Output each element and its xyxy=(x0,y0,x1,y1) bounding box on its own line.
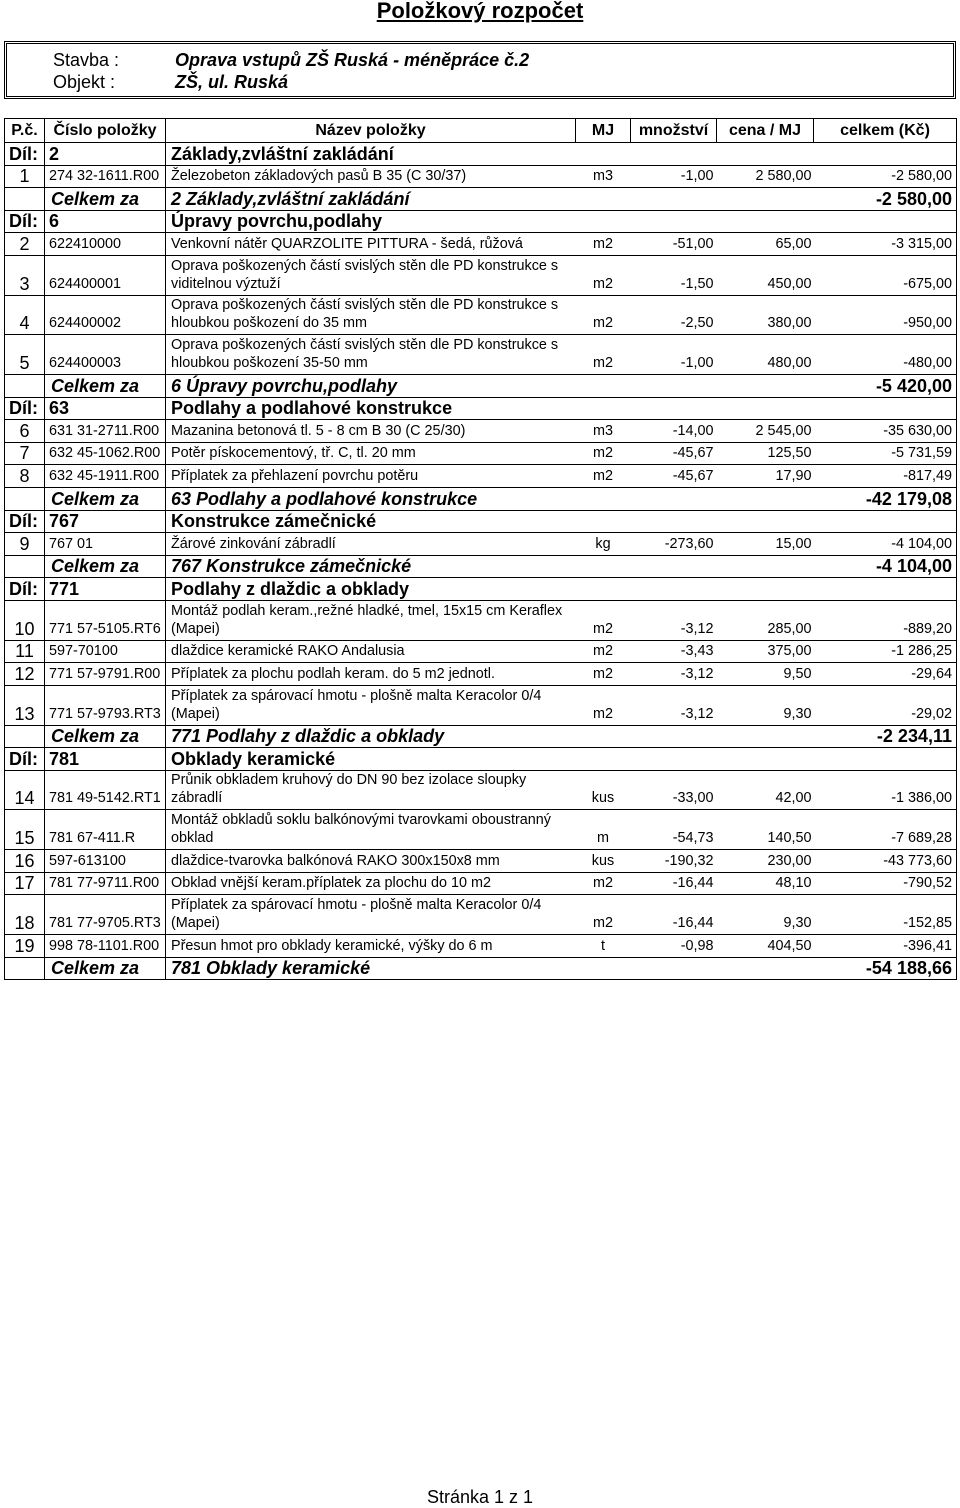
item-quantity: -45,67 xyxy=(631,442,717,465)
item-unit: m2 xyxy=(576,600,631,640)
item-name-line: Příplatek za přehlazení povrchu potěru xyxy=(171,468,419,484)
item-unit-price: 17,90 xyxy=(717,465,814,488)
stavba-row xyxy=(53,49,529,71)
item-name-line: (Mapei) xyxy=(171,620,220,637)
item-total: -1 386,00 xyxy=(814,770,957,810)
item-name xyxy=(166,533,576,556)
item-quantity: -3,12 xyxy=(631,663,717,686)
item-name-line: Potěr pískocementový, tř. C, tl. 20 mm xyxy=(171,445,416,462)
item-name xyxy=(166,663,576,686)
item-number: 11 xyxy=(5,640,45,663)
section-label: Díl: xyxy=(5,748,45,771)
item-code: 597-70100 xyxy=(45,640,166,663)
item-number: 1 xyxy=(5,165,45,188)
section-total-label: Celkem za xyxy=(45,488,166,511)
section-code: 6 xyxy=(45,210,166,233)
item-number: 17 xyxy=(5,872,45,895)
item-name xyxy=(166,850,576,873)
item-name-line: Mazanina betonová tl. 5 - 8 cm B 30 (C 25/30) xyxy=(171,422,466,439)
item-quantity: -190,32 xyxy=(631,850,717,873)
item-name-line: Příplatek za spárovací hmotu - plošně malta Keracolor 0/4 xyxy=(171,687,542,704)
section-total-row xyxy=(5,188,957,211)
item-total: -480,00 xyxy=(814,335,957,375)
item-unit: m2 xyxy=(576,295,631,335)
item-unit-price: 404,50 xyxy=(717,934,814,957)
column-header-pc: P.č. xyxy=(5,119,45,143)
item-number: 3 xyxy=(5,255,45,295)
item-total: -3 315,00 xyxy=(814,233,957,256)
section-total-label: Celkem za xyxy=(45,188,166,211)
item-unit: m3 xyxy=(576,420,631,443)
item-total: -790,52 xyxy=(814,872,957,895)
item-number: 4 xyxy=(5,295,45,335)
section-total-name: 6 Úpravy povrchu,podlahy xyxy=(166,375,814,398)
item-row xyxy=(5,442,957,465)
item-total: -950,00 xyxy=(814,295,957,335)
item-row xyxy=(5,850,957,873)
item-row xyxy=(5,640,957,663)
item-name-line: Žárové zinkování zábradlí xyxy=(171,535,336,552)
section-label: Díl: xyxy=(5,143,45,166)
item-code: 624400001 xyxy=(45,255,166,295)
section-code: 767 xyxy=(45,510,166,533)
item-name xyxy=(166,810,576,850)
column-header-total: celkem (Kč) xyxy=(814,119,957,143)
item-name-line: Obklad vnější keram.příplatek za plochu do 10 m2 xyxy=(171,875,491,892)
item-number: 6 xyxy=(5,420,45,443)
item-unit-price: 375,00 xyxy=(717,640,814,663)
item-unit-price: 15,00 xyxy=(717,533,814,556)
item-code: 597-613100 xyxy=(45,850,166,873)
item-unit-price: 9,30 xyxy=(717,895,814,935)
item-name-line: Oprava poškozených částí svislých stěn dle PD konstrukce s xyxy=(171,297,559,314)
item-quantity: -273,60 xyxy=(631,533,717,556)
item-name xyxy=(166,600,576,640)
item-total: -675,00 xyxy=(814,255,957,295)
item-name xyxy=(166,640,576,663)
item-name xyxy=(166,465,576,488)
section-total-label: Celkem za xyxy=(45,375,166,398)
item-number: 10 xyxy=(5,600,45,640)
item-code: 767 01 xyxy=(45,533,166,556)
item-unit: m2 xyxy=(576,685,631,725)
section-name: Konstrukce zámečnické xyxy=(166,510,957,533)
item-name-line: Příplatek za plochu podlah keram. do 5 m2 jednotl. xyxy=(171,665,495,682)
item-quantity: -2,50 xyxy=(631,295,717,335)
item-unit: m2 xyxy=(576,233,631,256)
item-code: 781 67-411.R xyxy=(45,810,166,850)
item-unit-price: 2 545,00 xyxy=(717,420,814,443)
item-unit: t xyxy=(576,934,631,957)
item-quantity: -45,67 xyxy=(631,465,717,488)
column-header-unit-price: cena / MJ xyxy=(717,119,814,143)
item-unit-price: 125,50 xyxy=(717,442,814,465)
item-name xyxy=(166,335,576,375)
item-row xyxy=(5,255,957,295)
section-total-value: -5 420,00 xyxy=(814,375,957,398)
item-name-line: hloubkou poškození 35-50 mm xyxy=(171,355,368,372)
item-unit-price: 480,00 xyxy=(717,335,814,375)
item-number: 7 xyxy=(5,442,45,465)
item-name-line: Oprava poškozených částí svislých stěn dle PD konstrukce s xyxy=(171,337,559,354)
section-total-value: -2 234,11 xyxy=(814,725,957,748)
item-code: 632 45-1062.R00 xyxy=(45,442,166,465)
item-total: -5 731,59 xyxy=(814,442,957,465)
item-name-line: Oprava poškozených částí svislých stěn dle PD konstrukce s xyxy=(171,257,559,274)
item-name-line: (Mapei) xyxy=(171,914,220,931)
item-number: 15 xyxy=(5,810,45,850)
item-row xyxy=(5,420,957,443)
item-code: 622410000 xyxy=(45,233,166,256)
section-header-row xyxy=(5,578,957,601)
item-unit-price: 48,10 xyxy=(717,872,814,895)
item-total: -396,41 xyxy=(814,934,957,957)
item-name xyxy=(166,420,576,443)
stavba-label: Stavba : xyxy=(53,50,120,70)
item-unit: m2 xyxy=(576,335,631,375)
section-total-spacer xyxy=(5,488,45,511)
item-unit: kus xyxy=(576,770,631,810)
item-unit: m2 xyxy=(576,663,631,686)
item-name xyxy=(166,233,576,256)
section-name: Podlahy z dlaždic a obklady xyxy=(166,578,957,601)
item-name xyxy=(166,872,576,895)
section-total-value: -54 188,66 xyxy=(814,957,957,980)
section-total-label: Celkem za xyxy=(45,555,166,578)
section-total-row xyxy=(5,957,957,980)
section-total-row xyxy=(5,375,957,398)
header-row xyxy=(5,119,957,143)
item-total: -29,02 xyxy=(814,685,957,725)
item-name xyxy=(166,442,576,465)
item-unit-price: 9,50 xyxy=(717,663,814,686)
item-name-line: dlaždice keramické RAKO Andalusia xyxy=(171,643,405,660)
section-name: Základy,zvláštní zakládání xyxy=(166,143,957,166)
section-total-row xyxy=(5,725,957,748)
item-unit: m xyxy=(576,810,631,850)
item-name xyxy=(166,255,576,295)
section-total-spacer xyxy=(5,188,45,211)
item-name-line: Venkovní nátěr QUARZOLITE PITTURA - šedá, růžová xyxy=(171,235,523,252)
objekt-value: ZŠ, ul. Ruská xyxy=(175,72,289,92)
budget-table-body xyxy=(5,143,957,980)
item-row xyxy=(5,810,957,850)
item-name-line: Železobeton základových pasů B 35 (C 30/37) xyxy=(171,168,467,185)
item-unit: m2 xyxy=(576,895,631,935)
section-name: Úpravy povrchu,podlahy xyxy=(166,210,957,233)
item-total: -29,64 xyxy=(814,663,957,686)
section-total-name: 781 Obklady keramické xyxy=(166,957,814,980)
section-label: Díl: xyxy=(5,578,45,601)
item-unit: kus xyxy=(576,850,631,873)
item-number: 5 xyxy=(5,335,45,375)
item-unit-price: 380,00 xyxy=(717,295,814,335)
item-unit: m2 xyxy=(576,640,631,663)
section-label: Díl: xyxy=(5,210,45,233)
section-label: Díl: xyxy=(5,510,45,533)
section-total-label: Celkem za xyxy=(45,957,166,980)
column-header-quantity: množství xyxy=(631,119,717,143)
item-name xyxy=(166,770,576,810)
section-total-name: 2 Základy,zvláštní zakládání xyxy=(166,188,814,211)
item-row xyxy=(5,872,957,895)
section-total-name: 63 Podlahy a podlahové konstrukce xyxy=(166,488,814,511)
section-code: 2 xyxy=(45,143,166,166)
item-quantity: -1,00 xyxy=(631,165,717,188)
item-unit-price: 140,50 xyxy=(717,810,814,850)
budget-table-header xyxy=(5,119,957,143)
item-name-line: dlaždice-tvarovka balkónová RAKO 300x150x8 mm xyxy=(171,852,500,869)
item-name-line: zábradlí xyxy=(171,790,223,807)
item-number: 13 xyxy=(5,685,45,725)
item-code: 274 32-1611.R00 xyxy=(45,165,166,188)
section-total-row xyxy=(5,555,957,578)
item-number: 9 xyxy=(5,533,45,556)
item-unit-price: 230,00 xyxy=(717,850,814,873)
section-label: Díl: xyxy=(5,397,45,420)
item-quantity: -3,12 xyxy=(631,600,717,640)
item-row xyxy=(5,465,957,488)
item-row xyxy=(5,233,957,256)
item-unit: m2 xyxy=(576,872,631,895)
item-name-line: (Mapei) xyxy=(171,705,220,722)
item-quantity: -3,12 xyxy=(631,685,717,725)
item-name-line: hloubkou poškození do 35 mm xyxy=(171,315,367,332)
section-name: Obklady keramické xyxy=(166,748,957,771)
item-name xyxy=(166,934,576,957)
section-code: 781 xyxy=(45,748,166,771)
objekt-label: Objekt : xyxy=(53,72,116,92)
item-name xyxy=(166,165,576,188)
item-code: 771 57-9791.R00 xyxy=(45,663,166,686)
item-number: 8 xyxy=(5,465,45,488)
item-total: -2 580,00 xyxy=(814,165,957,188)
section-header-row xyxy=(5,210,957,233)
item-quantity: -16,44 xyxy=(631,872,717,895)
item-unit-price: 450,00 xyxy=(717,255,814,295)
section-header-row xyxy=(5,510,957,533)
item-total: -7 689,28 xyxy=(814,810,957,850)
section-code: 771 xyxy=(45,578,166,601)
item-quantity: -16,44 xyxy=(631,895,717,935)
item-total: -817,49 xyxy=(814,465,957,488)
item-code: 624400002 xyxy=(45,295,166,335)
item-code: 631 31-2711.R00 xyxy=(45,420,166,443)
item-number: 19 xyxy=(5,934,45,957)
item-number: 14 xyxy=(5,770,45,810)
item-quantity: -51,00 xyxy=(631,233,717,256)
section-total-label: Celkem za xyxy=(45,725,166,748)
item-row xyxy=(5,295,957,335)
section-header-row xyxy=(5,143,957,166)
item-quantity: -3,43 xyxy=(631,640,717,663)
item-quantity: -0,98 xyxy=(631,934,717,957)
section-total-value: -2 580,00 xyxy=(814,188,957,211)
item-name-line: Přesun hmot pro obklady keramické, výšky do 6 m xyxy=(171,937,493,954)
budget-table xyxy=(4,118,957,980)
item-code: 624400003 xyxy=(45,335,166,375)
item-number: 2 xyxy=(5,233,45,256)
item-row xyxy=(5,685,957,725)
section-total-value: -4 104,00 xyxy=(814,555,957,578)
section-total-row xyxy=(5,488,957,511)
item-quantity: -54,73 xyxy=(631,810,717,850)
section-total-spacer xyxy=(5,555,45,578)
item-row xyxy=(5,770,957,810)
item-code: 998 78-1101.R00 xyxy=(45,934,166,957)
item-name xyxy=(166,685,576,725)
item-code: 781 77-9705.RT3 xyxy=(45,895,166,935)
item-code: 781 49-5142.RT1 xyxy=(45,770,166,810)
item-quantity: -14,00 xyxy=(631,420,717,443)
item-name-line: Průnik obkladem kruhový do DN 90 bez izolace sloupky xyxy=(171,772,527,789)
item-unit: m2 xyxy=(576,442,631,465)
item-unit: m2 xyxy=(576,465,631,488)
section-total-name: 771 Podlahy z dlaždic a obklady xyxy=(166,725,814,748)
item-code: 781 77-9711.R00 xyxy=(45,872,166,895)
item-name-line: Montáž podlah keram.,režné hladké, tmel, 15x15 cm Keraflex xyxy=(171,602,563,619)
item-unit: m3 xyxy=(576,165,631,188)
column-header-unit: MJ xyxy=(576,119,631,143)
item-total: -152,85 xyxy=(814,895,957,935)
item-row xyxy=(5,335,957,375)
item-row xyxy=(5,165,957,188)
section-name: Podlahy a podlahové konstrukce xyxy=(166,397,957,420)
section-total-spacer xyxy=(5,725,45,748)
column-header-item-name: Název položky xyxy=(166,119,576,143)
document-title: Položkový rozpočet xyxy=(376,0,584,23)
item-name xyxy=(166,895,576,935)
item-unit-price: 42,00 xyxy=(717,770,814,810)
item-number: 12 xyxy=(5,663,45,686)
objekt-row xyxy=(53,71,288,93)
item-total: -4 104,00 xyxy=(814,533,957,556)
section-total-name: 767 Konstrukce zámečnické xyxy=(166,555,814,578)
item-name-line: Příplatek za spárovací hmotu - plošně malta Keracolor 0/4 xyxy=(171,896,542,913)
item-total: -43 773,60 xyxy=(814,850,957,873)
section-total-value: -42 179,08 xyxy=(814,488,957,511)
item-unit-price: 285,00 xyxy=(717,600,814,640)
item-unit-price: 65,00 xyxy=(717,233,814,256)
item-unit: kg xyxy=(576,533,631,556)
item-unit-price: 2 580,00 xyxy=(717,165,814,188)
section-header-row xyxy=(5,397,957,420)
section-code: 63 xyxy=(45,397,166,420)
section-total-spacer xyxy=(5,375,45,398)
item-name-line: viditelnou výztuží xyxy=(171,275,281,292)
item-number: 16 xyxy=(5,850,45,873)
item-row xyxy=(5,895,957,935)
item-unit: m2 xyxy=(576,255,631,295)
item-name-line: obklad xyxy=(171,830,214,847)
column-header-item-code: Číslo položky xyxy=(45,119,166,143)
item-number: 18 xyxy=(5,895,45,935)
item-name xyxy=(166,295,576,335)
item-row xyxy=(5,533,957,556)
project-info-box xyxy=(4,41,956,99)
item-code: 771 57-5105.RT6 xyxy=(45,600,166,640)
page-number: Stránka 1 z 1 xyxy=(426,1487,534,1507)
section-total-spacer xyxy=(5,957,45,980)
section-header-row xyxy=(5,748,957,771)
item-code: 632 45-1911.R00 xyxy=(45,465,166,488)
item-quantity: -1,50 xyxy=(631,255,717,295)
item-quantity: -1,00 xyxy=(631,335,717,375)
item-unit-price: 9,30 xyxy=(717,685,814,725)
item-name-line: Montáž obkladů soklu balkónovými tvarovkami oboustranný xyxy=(171,812,551,829)
item-row xyxy=(5,663,957,686)
stavba-value: Oprava vstupů ZŠ Ruská - méněpráce č.2 xyxy=(175,50,530,70)
item-total: -1 286,25 xyxy=(814,640,957,663)
item-row xyxy=(5,600,957,640)
item-total: -889,20 xyxy=(814,600,957,640)
item-quantity: -33,00 xyxy=(631,770,717,810)
item-code: 771 57-9793.RT3 xyxy=(45,685,166,725)
item-total: -35 630,00 xyxy=(814,420,957,443)
item-row xyxy=(5,934,957,957)
